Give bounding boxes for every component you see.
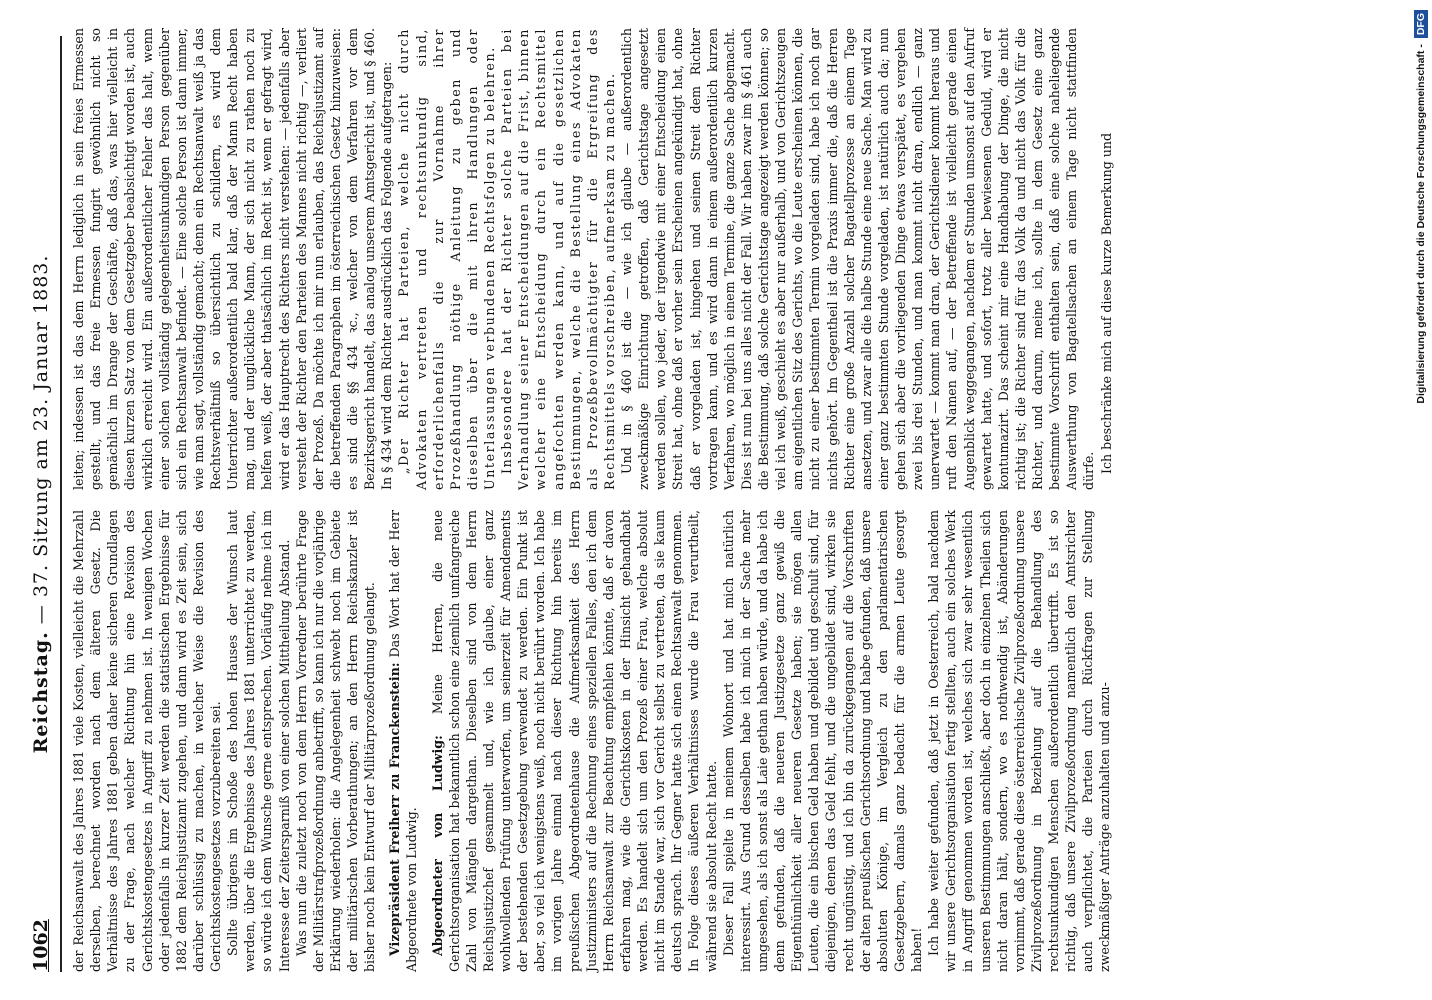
left-paragraph-3: Was nun die zuletzt noch von dem Herrn Vorredner berührte Frage der Militärstrafprozeßordnung anbetrifft, so kann ich nur die vorjährige Erklärung wiederholen: die Angelegenheit schwebt noch im Gebiete der militärischen Vorberathungen; an den Herrn Reichskanzler ist bisher noch kein Entwurf der Militärprozeßordnung gelangt.: [293, 510, 378, 972]
page-number: 1062: [30, 919, 52, 972]
dfg-credit: [1414, 10, 1428, 990]
left-column: [70, 510, 1114, 972]
header-rule: [60, 36, 62, 972]
page-header: [28, 36, 54, 972]
speaker-von-ludwig: Abgeordneter von Ludwig:: [429, 735, 445, 956]
right-paragraph-2-quote: „Der Richter hat Parteien, welche nicht durch Advokaten vertreten und rechtsunkundig sind, erforderlichenfalls die zur Vornahme ihrer Prozeßhandlung nöthige Anleitung zu geben und dieselben über die mit ihren Handlungen oder Unterlassungen verbundenen Rechtsfolgen zu belehren.: [396, 28, 497, 490]
speaker-vizepraesident: Vizepräsident Freiherr zu Franckenstein:: [387, 662, 403, 956]
right-paragraph-4: Und in § 460 ist die — wie ich glaube — außerordentlich zweckmäßige Einrichtung getroffen, daß Gerichtstage angesetzt werden sollen, wo jeder, der irgendwie mit einer Entscheidung einen Streit hat, ohne daß er vorher sein Erscheinen angekündigt hat, ohne daß er vorgeladen ist, hingehen und seinen Streit dem Richter vortragen kann, und es wird dann in einem außerordentlich kurzen Verfahren, wo möglich in einem Termine, die ganze Sache abgemacht. Dies ist nun bei uns alles nicht der Fall. Wir haben zwar im § 461 auch die Bestimmung, daß solche Gerichtstage angezeigt werden können; so viel ich weiß, geschieht es aber nur außerhalb, und von Gerichtszeugen am eigentlichen Sitz des Gerichts, wo die Leute erscheinen können, die nicht zu einer bestimmten Termin vorgeladen sind, habe ich noch gar nichts gehört. Im Gegentheil ist die Praxis immer die, daß die Herren Richter eine große Anzahl solcher Bagatellprozesse an einem Tage ansetzen, und zwar alle die halbe Stunde eine neue Sache. Man wird zu einer ganz bestimmten Stunde vorgeladen, ist natürlich auch da; nun gehen sich aber die vorliegenden Dinge etwas verspätet, es vergehen zwei bis drei Stunden, und man kommt nicht dran, endlich — ganz unerwartet — kommt man dran, der Gerichtsdiener kommt heraus und ruft den Namen auf, — der Betreffende ist vielleicht gerade einen Augenblick weggegangen, nachdem er Stunden umsonst auf den Aufruf gewartet hatte, und sofort, trotz aller bewiesenen Geduld, wird er kontumazirt. Das scheint mir eine Handhabung der Dinge, die nicht richtig ist; die Richter sind für das Volk da und nicht das Volk für die Richter, und darum, meine ich, sollte in dem Gesetz eine ganz bestimmte Vorschrift enthalten sein, daß eine solche naheliegende Auswerthung von Bagatellsachen an einem Tage nicht stattfinden dürfe.: [619, 28, 1097, 490]
left-paragraph-7: Ich habe weiter gefunden, daß jetzt in Oesterreich, bald nachdem wir unsere Gerichtsorganisation fertig stellten, auch ein solches Werk in Angriff genommen worden ist, welches sich zwar sehr wesentlich unseren Bestimmungen anschließt, aber doch in einzelnen Theilen sich nicht daran hält, sondern, wo es nothwendig ist, Abänderungen vornimmt, daß gerade diese österreichische Zivilprozeßordnung unsere Zivilprozeßordnung in Beziehung auf die Behandlung des rechtsunkundigen Menschen außerordentlich übertrifft. Es ist so richtig, daß unsere Zivilprozeßordnung namentlich den Amtsrichter auch verpflichtet, die Parteien durch Rückfragen zur Stellung zweckmäßiger Anträge anzuhalten und anzu-: [926, 510, 1113, 972]
right-paragraph-1: leiten; indessen ist das dem Herrn lediglich in sein freies Ermessen gestellt, und das freie Ermessen fungirt gewöhnlich nicht so gemächlich im Drange der Geschäfte, daß das, was hier vielleicht in diesen kurzen Satz von dem Gesetzgeber beabsichtigt worden ist, auch wirklich erreicht wird. Ein außerordentlicher Fehler das halt, wenn einer solchen vollständig gelegenheitsunkundigen Person gegenüber sich ein Rechtsanwalt befindet. — Eine solche Person ist dann immer, wie man sagt, vollständig gemacht; denn ein Rechtsanwalt weiß ja das Rechtsverhältniß so übersichtlich zu schildern, es wird dem Unterrichter außerordentlich bald klar, daß der Mann Recht haben mag, und der unglückliche Mann, der sich nicht zu rathen noch zu helfen weiß, der aber thatsächlich im Recht ist, wenn er gefragt wird, wird er das Hauptrecht des Richters nicht verstehen: — jedenfalls aber versteht der Richter den Parteien des Mannes nicht richtig —, verliert der Prozeß. Da möchte ich mir nun erlauben, das Reichsjustizamt auf die betreffenden Paragraphen im österreichischen Gesetz hinzuweisen: es sind die §§ 434 ꝛc., welcher von dem Verfahren vor dem Bezirksgericht handelt, das analog unserem Amtsgericht ist, und § 460. In § 434 wird dem Richter ausdrücklich das Folgende aufgetragen:: [71, 28, 395, 490]
left-paragraph-5: [429, 510, 720, 972]
speech-text: Meine Herren, die neue Gerichtsorganisation hat bekanntlich schon eine ziemlich umfangreiche Zahl von Mängeln dargethan. Dieselben sind von dem Herrn Reichsjustizchef gesammelt und, wie ich glaube, einer ganz wohlwollenden Prüfung unterworfen, um seinerzeit für Amendements der bestehenden Gesetzgebung verwendet zu werden. Ein Punkt ist aber, so viel ich wenigstens weiß, noch nicht berührt worden. Ich habe im vorigen Jahre einmal nach dieser Richtung hin bereits im preußischen Abgeordnetenhause die Aufmerksamkeit des Herrn Justizministers auf die Rechnung eines speziellen Falles, den ich dem Herrn Reichsanwalt zur Beachtung empfehlen könnte, daß er davon erfahren mag, wie die Gerichtskosten in der Hinsicht gehandhabt werden. Es handelt sich um den Prozeß einer Frau, welche absolut nicht im Stande war, sich vor Gericht selbst zu vertreten, da sie kaum deutsch sprach. Ihr Gegner hatte sich einen Rechtsanwalt genommen. In Folge dieses äußeren Verhältnisses wurde die Frau verurtheilt, während sie absolut Recht hatte.: [429, 510, 719, 972]
right-column: [70, 28, 1115, 490]
speech-text: Das Wort hat der Herr Abgeordnete von Ludwig.: [387, 510, 420, 972]
title-left: Reichstag.: [30, 631, 52, 754]
left-paragraph-2: Sollte übrigens im Schoße des hohen Hauses der Wunsch laut werden, über die Ergebnisse des Jahres 1881 unterrichtet zu werden, so würde ich dem Wunsche gerne entsprechen. Vorläufig nehme ich im Interesse der Zeitersparniß von einer solchen Mittheilung Abstand.: [225, 510, 292, 972]
dfg-logo: DFG: [1414, 10, 1428, 38]
right-paragraph-5: Ich beschränke mich auf diese kurze Bemerkung und: [1098, 132, 1114, 474]
left-paragraph-6: Dieser Fall spielte in meinem Wohnort und hat mich natürlich interessirt. Aus Grund desselben habe ich mich in der Sache mehr umgesehen, als ich sonst als Laie gethan haben würde, und da habe ich denn gefunden, daß die neueren Justizgesetze ganz gewiß die Eigenthümlichkeit aller neueren Gesetze haben; sie mögen allen Leuten, die ein bischen Geld haben und gebildet und geschult sind, für diejenigen, denen das Geld fehlt, und die ungebildet sind, wirken sie recht ungünstig, und ich bin da zurückgegangen auf die Vorschriften der alten preußischen Gerichtsordnung und habe gefunden, daß unsere absoluten Könige, im Vergleich zu den parlamentarischen Gesetzgebern, damals ganz bedacht für die armen Leute gesorgt haben!: [720, 510, 924, 972]
right-paragraph-3-quote: Insbesondere hat der Richter solche Parteien bei Verhandlung seiner Entscheidungen auf die Frist, binnen welcher eine Entscheidung durch ein Rechtsmittel angefochten werden kann, und auf die gesetzlichen Bestimmungen, welche die Bestellung eines Advokaten als Prozeßbevollmächtigter für die Ergreifung des Rechtsmittels vorschreiben, aufmerksam zu machen.: [499, 28, 617, 490]
credit-text: Digitalisierung gefördert durch die Deutsche Forschungsgemeinschaft -: [1415, 44, 1427, 404]
page-title: [30, 36, 52, 972]
left-paragraph-4: [386, 510, 420, 972]
left-paragraph-1: der Reichsanwalt des Jahres 1881 viele Kosten, vielleicht die Mehrzahl derselben, berechnet worden nach dem älteren Gesetz. Die Verhältnisse des Jahres 1881 geben daher keine sicheren Grundlagen zu der Frage, nach welcher Richtung hin eine Revision des Gerichtskostengesetzes in Angriff zu nehmen ist. In wenigen Wochen oder jedenfalls in kurzer Zeit werden die statistischen Ergebnisse für 1882 dem Reichsjustizamt zugehen, und dann wird es Zeit sein, sich darüber schlüssig zu machen, in welcher Weise die Revision des Gerichtskostengesetzes vorzubereiten sei.: [71, 510, 223, 972]
title-right: — 37. Sitzung am 23. Januar 1883.: [30, 254, 52, 625]
